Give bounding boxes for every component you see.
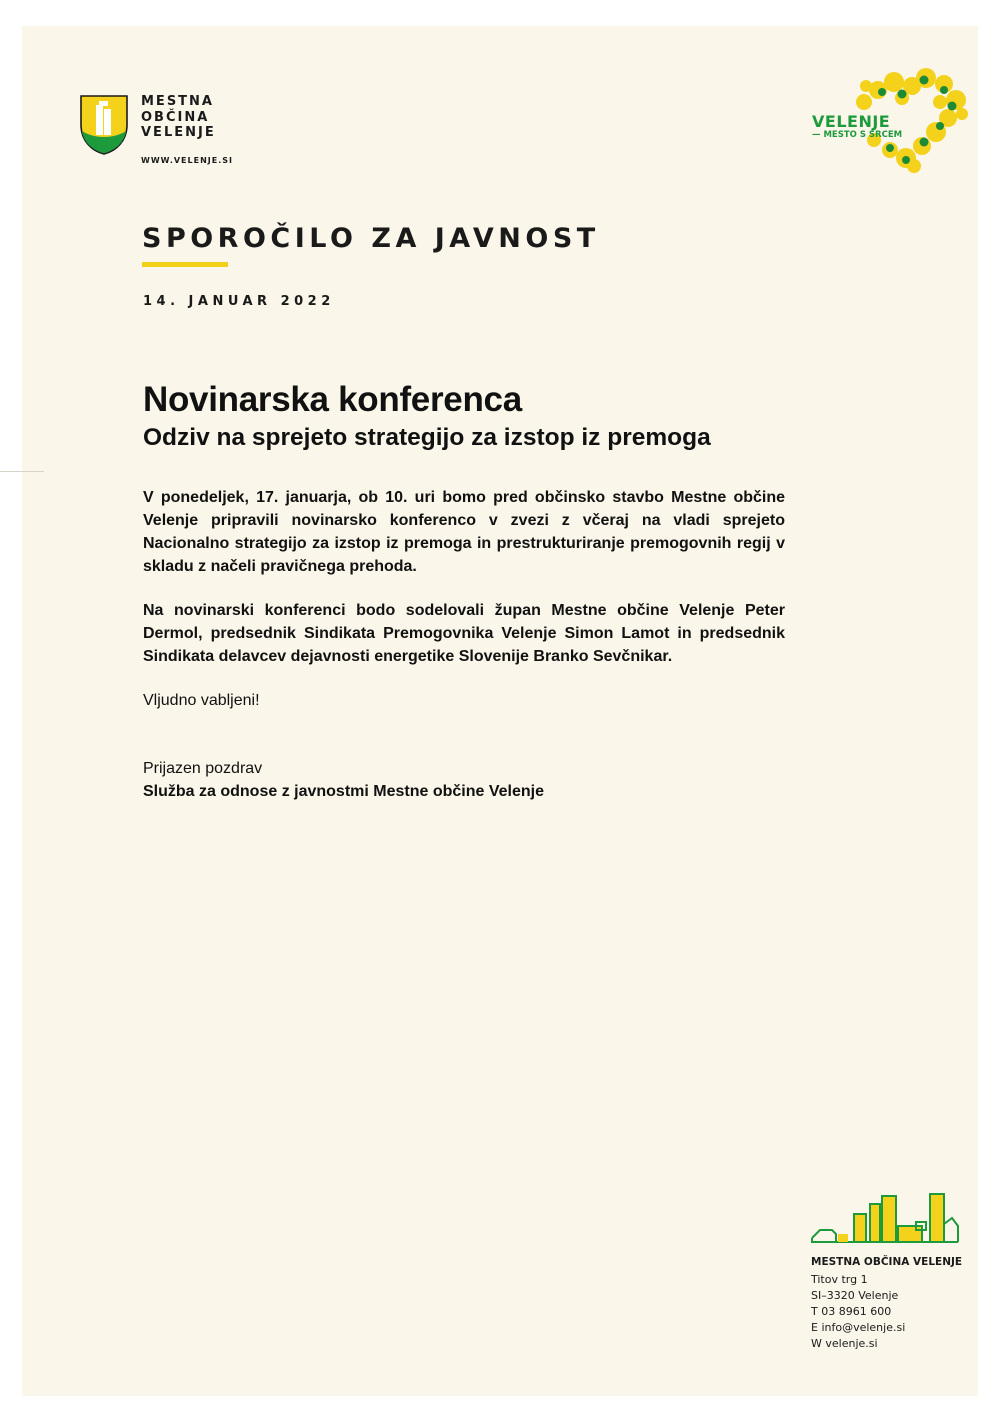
footer-email: E info@velenje.si <box>811 1321 906 1334</box>
body-paragraph: Na novinarski konferenci bodo sodelovali župan Mestne občine Velenje Peter Dermol, predsednik Sindikata Premogovnika Velenje Simon Lamot in predsednik Sindikata delavcev dejavnosti energetike Slovenije Branko Sevčnikar. <box>143 602 785 665</box>
org-name-line: OBČINA <box>141 109 210 125</box>
heading-underline-bar <box>142 262 228 267</box>
signature-line: Služba za odnose z javnostmi Mestne občine Velenje <box>143 783 544 800</box>
footer-address-line: Titov trg 1 <box>811 1273 868 1286</box>
closing-line: Vljudno vabljeni! <box>143 692 260 709</box>
org-name <box>141 94 216 141</box>
footer-phone: T 03 8961 600 <box>811 1305 892 1318</box>
org-name-line: VELENJE <box>141 125 216 140</box>
footer-org-name: MESTNA OBČINA VELENJE <box>811 1256 963 1268</box>
page-subtitle: Odziv na sprejeto strategijo za izstop iz premoga <box>143 424 711 451</box>
greeting-line: Prijazen pozdrav <box>143 760 263 777</box>
body-paragraph: V ponedeljek, 17. januarja, ob 10. uri bomo pred občinsko stavbo Mestne občine Velenje pripravili novinarsko konferenco v zvezi z včeraj na vladi sprejeto Nacionalno strategijo za izstop iz premoga in prestrukturiranje premogovnih regij v skladu z načeli pravičnega prehoda. <box>143 489 785 575</box>
footer-address-line: SI–3320 Velenje <box>811 1289 899 1302</box>
document-date: 14. JANUAR 2022 <box>143 294 335 309</box>
brand-name: VELENJE <box>812 112 891 131</box>
document-type-heading: SPOROČILO ZA JAVNOST <box>142 223 600 254</box>
org-name-line: MESTNA <box>141 94 214 109</box>
fold-mark <box>0 471 44 472</box>
footer-website: W velenje.si <box>811 1337 878 1350</box>
org-website: WWW.VELENJE.SI <box>141 156 233 165</box>
brand-tagline: — MESTO S SRCEM <box>812 130 903 140</box>
municipality-crest-icon <box>80 95 128 155</box>
city-skyline-logo-icon <box>810 1190 960 1248</box>
page-title: Novinarska konferenca <box>143 380 522 419</box>
